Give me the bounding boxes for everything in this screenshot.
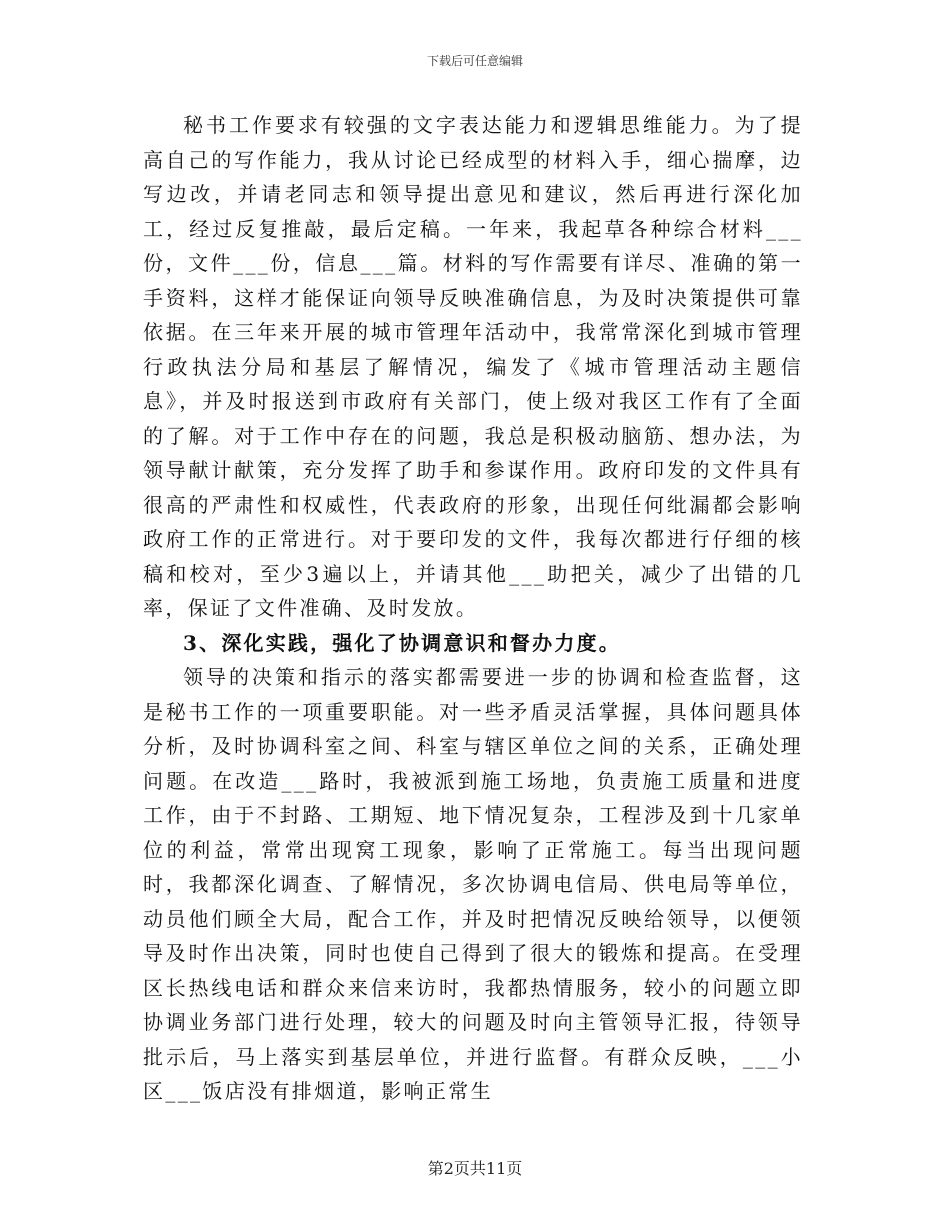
page-footer-number: 第2页共11页 [427,1159,523,1178]
document-body [143,108,803,1109]
body-paragraph-writing: 秘书工作要求有较强的文字表达能力和逻辑思维能力。为了提高自己的写作能力，我从讨论已经成型的材料入手，细心揣摩，边写边改，并请老同志和领导提出意见和建议，然后再进行深化加工，经过反复推敲，最后定稿。一年来，我起草各种综合材料___份，文件___份，信息___篇。材料的写作需要有详尽、准确的第一手资料，这样才能保证向领导反映准确信息，为及时决策提供可靠依据。在三年来开展的城市管理年活动中，我常常深化到城市管理行政执法分局和基层了解情况，编发了《城市管理活动主题信息》，并及时报送到市政府有关部门，使上级对我区工作有了全面的了解。对于工作中存在的问题，我总是积极动脑筋、想办法，为领导献计献策，充分发挥了助手和参谋作用。政府印发的文件具有很高的严肃性和权威性，代表政府的形象，出现任何纰漏都会影响政府工作的正常进行。对于要印发的文件，我每次都进行仔细的核稿和校对，至少3遍以上，并请其他___助把关，减少了出错的几率，保证了文件准确、及时发放。 [143,113,803,620]
body-paragraph-coordination: 领导的决策和指示的落实都需要进一步的协调和检查监督，这是秘书工作的一项重要职能。对一些矛盾灵活掌握，具体问题具体分析，及时协调科室之间、科室与辖区单位之间的关系，正确处理问题。在改造___路时，我被派到施工场地，负责施工质量和进度工作，由于不封路、工期短、地下情况复杂，工程涉及到十几家单位的利益，常常出现窝工现象，影响了正常施工。每当出现问题时，我都深化调查、了解情况，多次协调电信局、供电局等单位，动员他们顾全大局，配合工作，并及时把情况反映给领导，以便领导及时作出决策，同时也使自己得到了很大的锻炼和提高。在受理区长热线电话和群众来信来访时，我都热情服务，较小的问题立即协调业务部门进行处理，较大的问题及时向主管领导汇报，待领导批示后，马上落实到基层单位，并进行监督。有群众反映，___小区___饭店没有排烟道，影响正常生 [143,665,803,1103]
page-header-note: 下载后可任意编辑 [426,54,523,68]
section-heading-coordination: 3、深化实践，强化了协调意识和督办力度。 [183,630,621,655]
